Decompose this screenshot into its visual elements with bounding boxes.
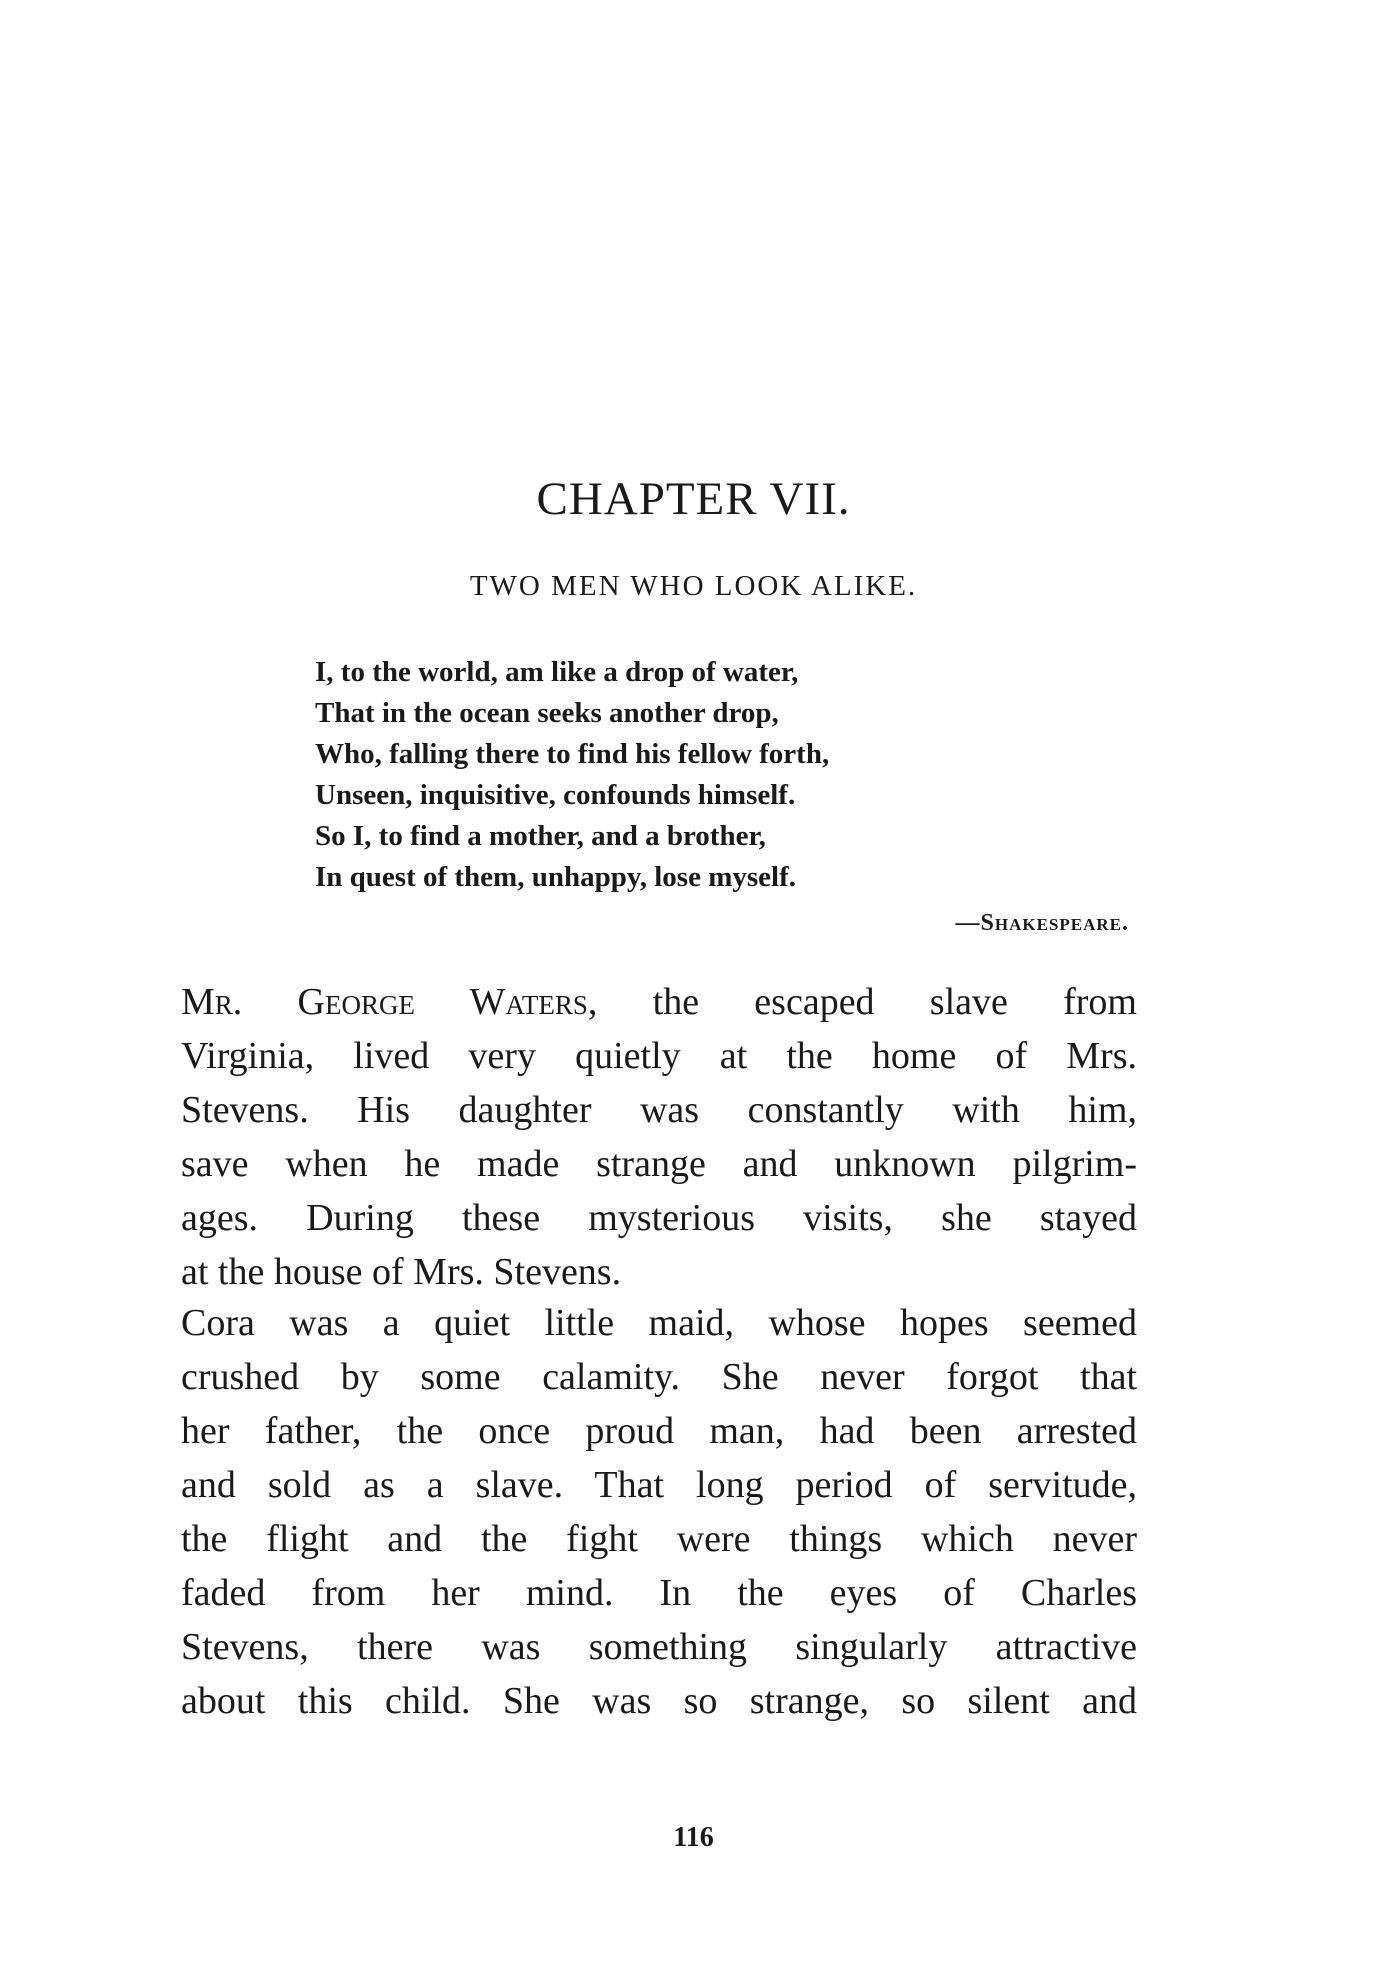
epigraph-line: In quest of them, unhappy, lose myself. [315,861,796,893]
paragraph-line: her father, the once proud man, had been arrested [181,1410,1137,1452]
epigraph-line: I, to the world, am like a drop of water, [315,656,799,688]
epigraph-line: Unseen, inquisitive, confounds himself. [315,779,796,811]
epigraph [315,652,1135,898]
paragraph-line: Virginia, lived very quietly at the home of Mrs. [181,1035,1137,1077]
paragraph-line [181,975,1137,1029]
epigraph-attribution: —Shakespeare. [955,910,1129,936]
paragraph-line: save when he made strange and unknown pilgrim- [181,1143,1137,1185]
epigraph-line: That in the ocean seeks another drop, [315,697,779,729]
paragraph-line: about this child. She was so strange, so silent and [181,1680,1137,1722]
body-paragraph-2 [181,1296,1137,1728]
page-number: 116 [673,1822,714,1853]
paragraph-line: crushed by some calamity. She never forgot that [181,1356,1137,1398]
paragraph-line: Stevens. His daughter was constantly with him, [181,1089,1137,1131]
lead-in-small-caps: Mr. George Waters, [181,981,598,1023]
line-text: the escaped slave from [597,981,1137,1023]
paragraph-line: the flight and the fight were things which never [181,1518,1137,1560]
paragraph-line: Cora was a quiet little maid, whose hopes seemed [181,1302,1137,1344]
paragraph-line: at the house of Mrs. Stevens. [181,1251,622,1293]
body-paragraph-1 [181,975,1137,1299]
epigraph-line: So I, to find a mother, and a brother, [315,820,766,852]
paragraph-line: faded from her mind. In the eyes of Charles [181,1572,1137,1614]
epigraph-line: Who, falling there to find his fellow forth, [315,738,830,770]
paragraph-line: and sold as a slave. That long period of servitude, [181,1464,1137,1506]
paragraph-line: ages. During these mysterious visits, she stayed [181,1197,1137,1239]
chapter-heading: CHAPTER VII. [536,473,851,525]
chapter-title: TWO MEN WHO LOOK ALIKE. [469,570,918,602]
paragraph-line: Stevens, there was something singularly attractive [181,1626,1137,1668]
